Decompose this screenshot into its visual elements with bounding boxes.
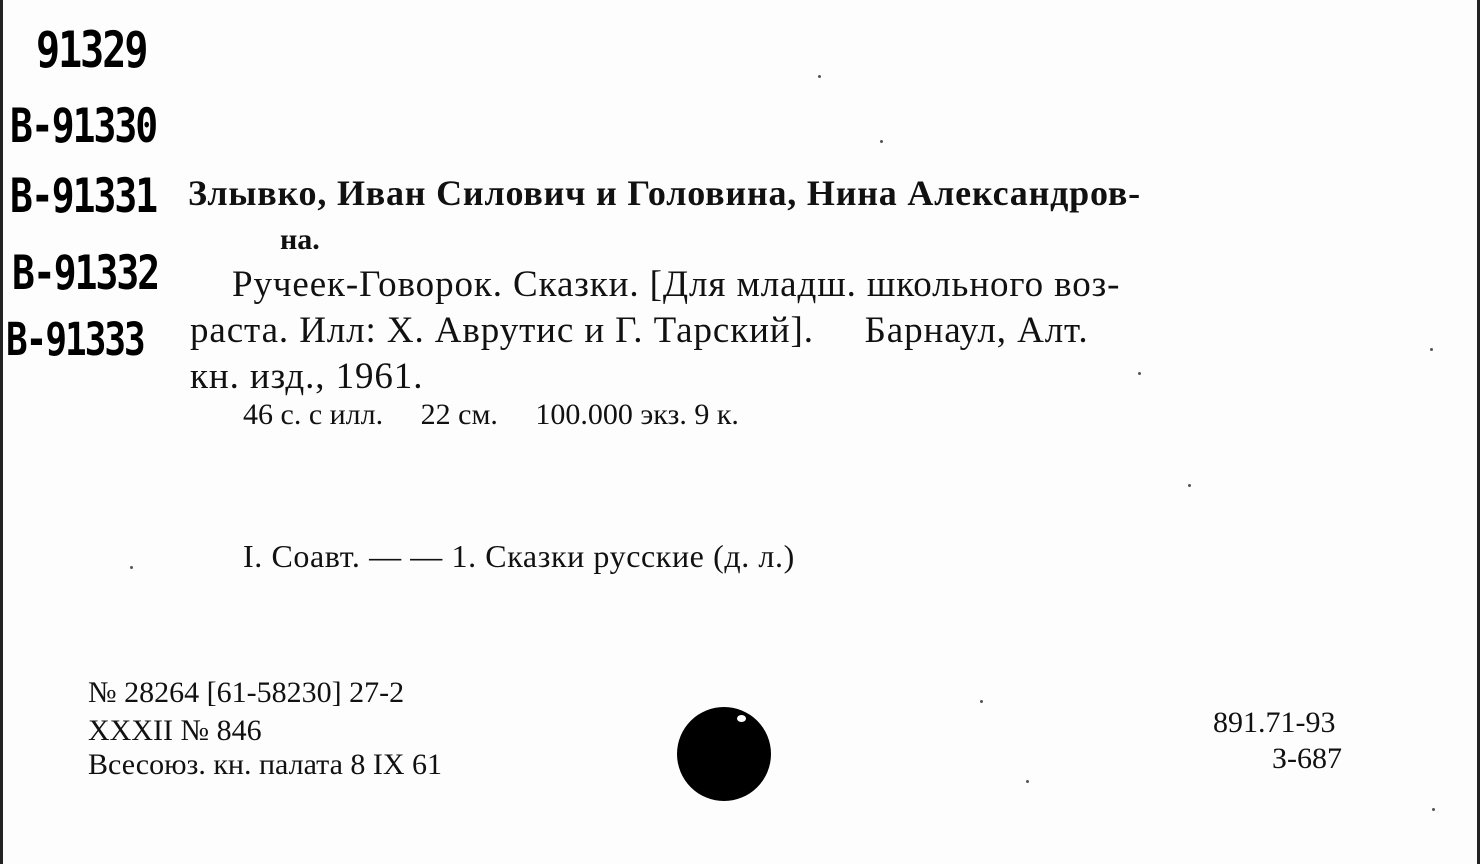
handwritten-number-3: B-91331: [10, 168, 157, 223]
card-imprint-series: XXXII № 846: [88, 714, 262, 747]
card-heading-authors: Злывко, Иван Силович и Головина, Нина Александров-: [188, 173, 1141, 213]
scan-speck: [1432, 808, 1435, 811]
card-left-edge: [0, 0, 3, 864]
card-cutter-number: З-687: [1272, 742, 1343, 775]
card-imprint-year: кн. изд., 1961.: [190, 356, 424, 397]
scan-speck: [1138, 372, 1141, 375]
card-collation: 46 с. с илл. 22 см. 100.000 экз. 9 к.: [243, 398, 739, 431]
scan-speck: [1026, 780, 1029, 783]
scan-speck: [880, 140, 883, 143]
card-punch-hole: [677, 707, 771, 801]
card-imprint-number: № 28264 [61-58230] 27-2: [88, 676, 405, 709]
scan-speck: [980, 700, 983, 703]
card-tracing: I. Соавт. — — 1. Сказки русские (д. л.): [243, 538, 795, 574]
card-imprint-chamber: Всесоюз. кн. палата 8 IX 61: [88, 748, 443, 781]
card-body-line-2: раста. Илл: Х. Аврутис и Г. Тарский]. Барнаул, Алт.: [190, 310, 1089, 351]
scan-speck: [1430, 348, 1433, 351]
handwritten-number-4: B-91332: [12, 245, 159, 300]
card-title-line: Ручеек-Говорок. Сказки. [Для младш. школьного воз-: [232, 264, 1121, 305]
handwritten-number-2: B-91330: [10, 98, 157, 153]
handwritten-number-5: B-91333: [6, 315, 144, 367]
scan-speck: [130, 566, 133, 569]
card-classification-code: 891.71-93: [1213, 706, 1336, 739]
scan-speck: [818, 75, 821, 78]
handwritten-number-1: 91329: [36, 22, 147, 80]
scan-speck: [1188, 484, 1191, 487]
card-heading-authors-continued: на.: [280, 223, 320, 256]
